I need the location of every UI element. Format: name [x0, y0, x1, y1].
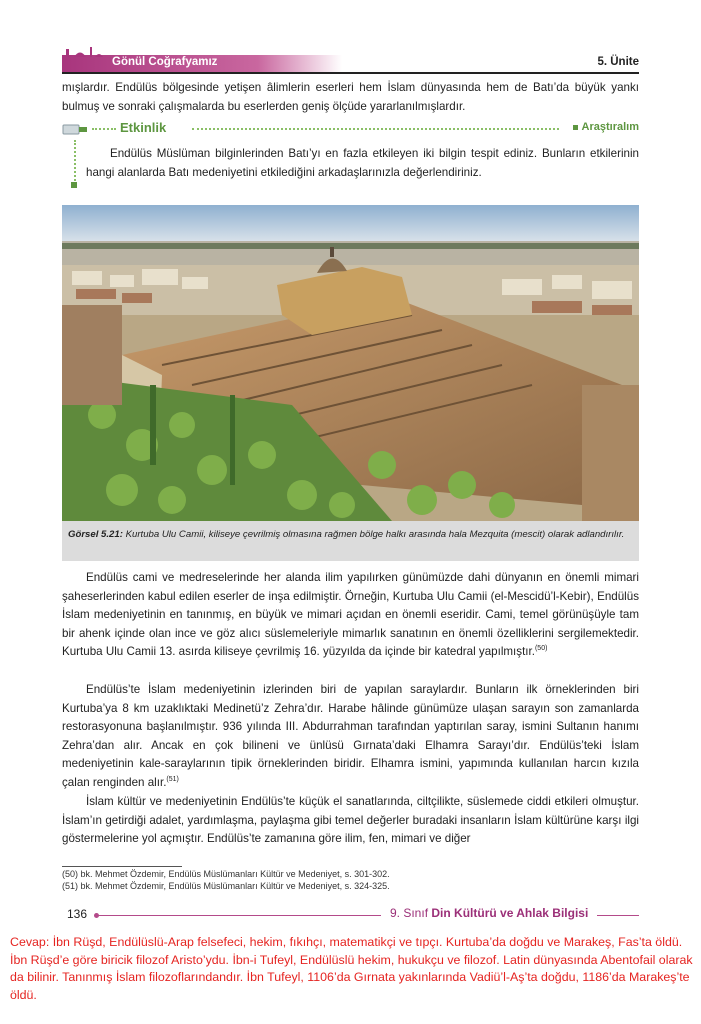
footnote-50: (50) bk. Mehmet Özdemir, Endülüs Müslümanları Kültür ve Medeniyet, s. 301-302. [62, 869, 390, 879]
activity-lead-dots [92, 128, 116, 130]
square-icon [573, 125, 578, 130]
header-rule [62, 72, 639, 74]
answer-text: Cevap: İbn Rüşd, Endülüslü-Arap felsefeci, hekim, fıkıhçı, matematikçi ve tıpçı. Kurtuba’da doğdu ve Marakeş, Fas’ta öldü. İbn Rüşd’e göre biricik filozof Aristo’ydu. İbn-i Tufeyl, Endülüslü hekim, hukukçu ve filozof. Latin dünyasında Abentofail olarak da bilinir. Tanınmış İslam filozoflarındandır. İbn Tufeyl, 1106’da Gırnata yakınlarında Vadiü’l-Aş’ta doğdu, 1186’da Marakeş’te öldü. [10, 935, 693, 1002]
activity-tag-label: Araştıralım [581, 121, 639, 133]
activity-tag [573, 121, 639, 133]
activity-title: Etkinlik [120, 120, 167, 135]
figure-caption [62, 521, 639, 561]
activity-square [71, 182, 77, 188]
footer-book-title [390, 906, 588, 920]
page-number: 136 [67, 907, 88, 921]
footnote-51: (51) bk. Mehmet Özdemir, Endülüs Müslümanları Kültür ve Medeniyet, s. 324-325. [62, 881, 390, 891]
body-paragraph-3: İslam kültür ve medeniyetinin Endülüs’te küçük el sanatlarında, ciltçilikte, süslemede ciddi etkileri olmuştur. İslam’ın getirdiği adalet, yardımlaşma, paylaşma gibi temel değerler buradaki insanların İslam kültürüne karşı ilgi göstermelerine yol açmıştır. Endülüs’te zamanına göre ilim, fen, mimari ve diğer [62, 795, 639, 846]
footer-grade: 9. Sınıf [390, 906, 429, 920]
footer-line-left [96, 915, 381, 916]
chapter-title: Gönül Coğrafyamız [112, 56, 218, 68]
figure-caption-text: Kurtuba Ulu Camii, kiliseye çevrilmiş olmasına rağmen bölge halkı arasında hala Mezquita (mescit) olarak adlandırılır. [125, 529, 625, 540]
activity-vline [74, 140, 76, 184]
activity-header [62, 118, 639, 138]
footnote-ref-51: (51) [166, 776, 179, 784]
activity-text: Endülüs Müslüman bilginlerinden Batı’yı en fazla etkileyen iki bilgin tespit ediniz. Bunların etkilerinin hangi alanlarda Batı medeniyetini etkilediğini arkadaşlarınızla değerlendiriniz. [86, 147, 639, 179]
footer-book-name: Din Kültürü ve Ahlak Bilgisi [431, 906, 589, 920]
activity-icon [62, 122, 88, 136]
footer-line-right [597, 915, 639, 916]
body-paragraph-2-text: Endülüs’te İslam medeniyetinin izlerinden biri de yapılan saraylardır. Bunların ilk örneklerinden biri Kurtuba’ya 8 km uzaklıktaki Medinetü’z Zehra’dır. Harabe hâlinde günümüze ulaşan sarayın son zamanlarda restorasyonuna başlanılmıştır. 936 yılında III. Abdurrahman tarafından yaptırılan saray, ismini Sultanın hanımı Zehra’dan alır. Ancak en çok bilineni ve ünlüsü Gırnata’daki Elhamra Sarayı’dır. Endülüs’teki İslam medeniyetinin kale-saraylarının tipik örneklerinden biridir. Elhamra ismini, yapımında kullanılan harcın kızıla çalan renginden alır. [62, 683, 639, 789]
activity-dots [192, 128, 559, 130]
unit-label: 5. Ünite [597, 56, 639, 68]
cordoba-mosque-image [62, 205, 639, 521]
footnote-rule [62, 866, 182, 867]
intro-paragraph: mışlardır. Endülüs bölgesinde yetişen âlimlerin eserleri hem İslam dünyasında hem de Batı’da büyük yankı bulmuş ve sonraki çalışmalarda bu eserlerden geniş ölçüde yararlanılmışlardır. [62, 81, 639, 113]
body-paragraph-2 [62, 681, 639, 793]
body-paragraph-1 [62, 569, 639, 662]
mosque-photo [62, 205, 639, 521]
figure-label: Görsel 5.21: [68, 529, 123, 540]
footnote-ref-50: (50) [534, 645, 548, 653]
body-paragraph-1-text: Endülüs cami ve medreselerinde her alanda ilim yapılırken günümüzde dahi dünyanın en önemli mimari şaheserlerinden kabul edilen eserler de inşa edilmiştir. Örneğin, Kurtuba Ulu Camii (el-Mescidü’l-Kebir), Endülüs İslam medeniyetinin en tanınmış, en büyük ve mimari açıdan en önemli eseridir. Cami, temel görünüşüyle tam bir ahenk içinde olan ince ve göz alıcı süslemeleriyle mimarlık sanatının en önemli özelliklerini sergilemektedir. Kurtuba Ulu Camii 13. asırda kiliseye çevrilmiş 16. yüzyılda da içinde bir katedral yapılmıştır. [62, 571, 639, 659]
